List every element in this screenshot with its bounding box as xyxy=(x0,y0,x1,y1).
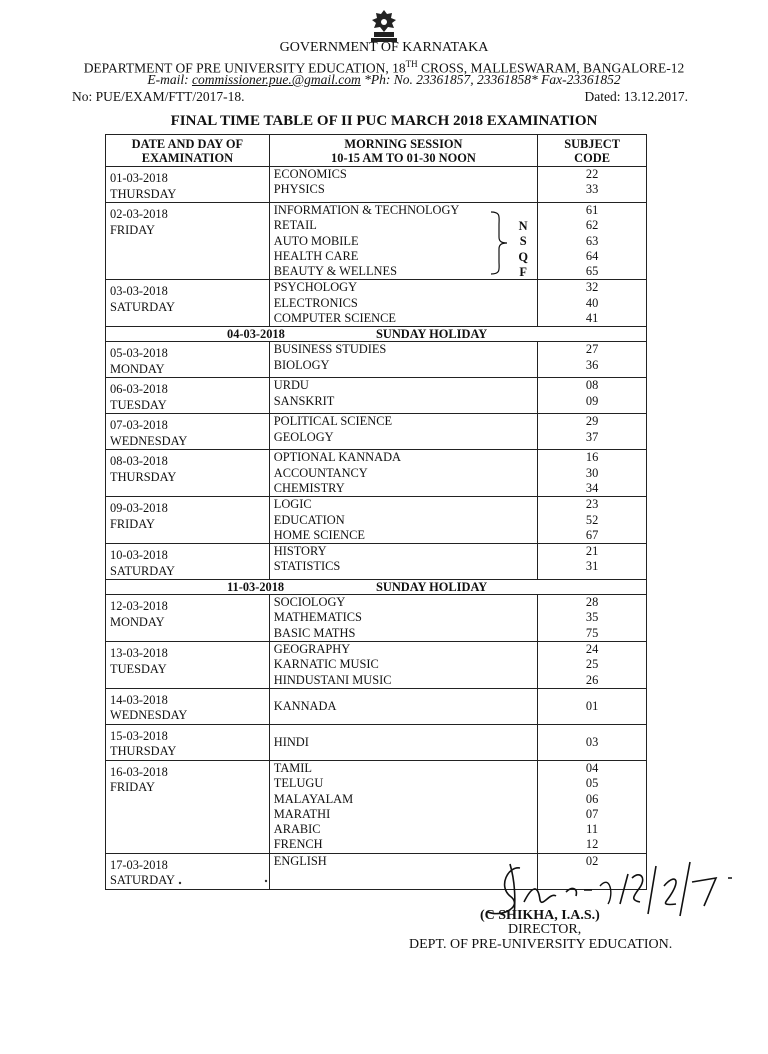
subjects-cell xyxy=(269,760,537,853)
exam-date: 14-03-2018 xyxy=(110,692,168,707)
table-row xyxy=(106,280,647,327)
subject-name: TELUGU xyxy=(273,776,324,791)
code-header-line-1: SUBJECT xyxy=(564,137,620,151)
subject-name: FRENCH xyxy=(273,837,323,852)
subject-code: 25 xyxy=(585,657,599,672)
exam-day: MONDAY xyxy=(110,614,165,629)
exam-day: SATURDAY xyxy=(110,873,175,888)
phone-fax: *Ph: No. 23361857, 23361858* Fax-23361852 xyxy=(360,72,621,87)
subject-name: KANNADA xyxy=(273,698,337,713)
exam-day: THURSDAY xyxy=(110,469,177,484)
subject-code: 52 xyxy=(585,512,599,527)
holiday-label: SUNDAY HOLIDAY xyxy=(376,327,488,342)
timetable-body xyxy=(106,167,647,890)
holiday-row xyxy=(106,327,647,342)
subject-code: 01 xyxy=(585,698,599,713)
subject-code: 26 xyxy=(585,672,599,687)
subjects-cell xyxy=(269,203,537,280)
government-heading: GOVERNMENT OF KARNATAKA xyxy=(279,40,489,55)
subjects-cell xyxy=(269,642,537,689)
holiday-date: 11-03-2018 xyxy=(227,580,285,595)
table-row xyxy=(106,167,647,203)
date-cell xyxy=(106,378,270,414)
subject-code: 34 xyxy=(585,480,599,495)
subject-code: 04 xyxy=(585,760,599,775)
exam-date: 12-03-2018 xyxy=(110,599,168,614)
subject-code: 05 xyxy=(585,776,599,791)
subject-name: HINDI xyxy=(273,734,309,749)
codes-cell xyxy=(538,724,647,760)
subject-name: HINDUSTANI MUSIC xyxy=(273,672,392,687)
table-header-row xyxy=(106,135,647,167)
holiday-date: 04-03-2018 xyxy=(227,327,285,342)
table-row xyxy=(106,414,647,450)
subject-code: 12 xyxy=(585,837,599,852)
session-header-line-1: MORNING SESSION xyxy=(344,137,463,151)
reference-line xyxy=(72,89,688,105)
date-cell xyxy=(106,595,270,642)
subjects-cell xyxy=(269,342,537,378)
subject-name: SOCIOLOGY xyxy=(273,595,346,610)
date-cell xyxy=(106,724,270,760)
date-cell xyxy=(106,450,270,497)
codes-cell xyxy=(538,544,647,580)
subject-name: CHEMISTRY xyxy=(273,480,345,495)
subject-code: 67 xyxy=(585,527,599,542)
subject-name: MARATHI xyxy=(273,806,331,821)
subject-code: 64 xyxy=(585,248,599,263)
subject-name: BIOLOGY xyxy=(273,357,330,372)
date-cell xyxy=(106,642,270,689)
subject-name: POLITICAL SCIENCE xyxy=(273,414,393,429)
subject-code: 40 xyxy=(585,295,599,310)
code-header-line-2: CODE xyxy=(574,151,610,165)
subject-name: GEOGRAPHY xyxy=(273,642,351,657)
subject-name: LOGIC xyxy=(273,497,312,512)
subjects-cell xyxy=(269,724,537,760)
date-cell xyxy=(106,544,270,580)
subject-name: AUTO MOBILE xyxy=(273,233,359,248)
officer-department: DEPT. OF PRE-UNIVERSITY EDUCATION. xyxy=(409,937,673,952)
subject-code: 36 xyxy=(585,357,599,372)
subject-name: BASIC MATHS xyxy=(273,625,356,640)
subject-code: 29 xyxy=(585,414,599,429)
subject-name: INFORMATION & TECHNOLOGY xyxy=(273,203,460,217)
subject-name: GEOLOGY xyxy=(273,429,334,444)
subject-code: 63 xyxy=(585,233,599,248)
subject-name: ELECTRONICS xyxy=(273,295,358,310)
subject-name: URDU xyxy=(273,378,309,393)
subjects-cell xyxy=(269,688,537,724)
table-row xyxy=(106,203,647,280)
department-address-post: CROSS, MALLESWARAM, BANGALORE-12 xyxy=(417,60,685,76)
subject-name: PSYCHOLOGY xyxy=(273,280,358,295)
subject-code: 06 xyxy=(585,791,599,806)
subjects-cell xyxy=(269,595,537,642)
subject-code: 27 xyxy=(585,342,599,357)
date-column-header xyxy=(106,135,270,167)
table-row xyxy=(106,544,647,580)
exam-date: 10-03-2018 xyxy=(110,548,168,563)
exam-date: 07-03-2018 xyxy=(110,418,168,433)
subject-name: STATISTICS xyxy=(273,559,341,574)
exam-day: SATURDAY xyxy=(110,299,175,314)
table-row xyxy=(106,688,647,724)
exam-date: 15-03-2018 xyxy=(110,728,168,743)
subjects-cell xyxy=(269,280,537,327)
exam-date: 08-03-2018 xyxy=(110,454,168,469)
date-header-line-2: EXAMINATION xyxy=(141,151,234,165)
right-brace-icon xyxy=(489,211,511,275)
subject-code: 31 xyxy=(585,559,599,574)
date-cell xyxy=(106,414,270,450)
nsqf-letter: Q xyxy=(518,249,528,264)
exam-day: FRIDAY xyxy=(110,780,155,795)
subjects-cell xyxy=(269,450,537,497)
subject-code: 22 xyxy=(585,167,599,181)
exam-day: WEDNESDAY xyxy=(110,433,188,448)
subject-code: 75 xyxy=(585,625,599,640)
subject-code: 62 xyxy=(585,218,599,233)
nsqf-letter: N xyxy=(518,219,528,233)
codes-cell xyxy=(538,642,647,689)
subject-code: 11 xyxy=(586,822,599,837)
nsqf-group xyxy=(489,211,529,279)
exam-day: TUESDAY xyxy=(110,397,167,412)
session-header-line-2: 10-15 AM TO 01-30 NOON xyxy=(331,151,476,165)
date-header-line-1: DATE AND DAY OF xyxy=(131,137,244,151)
subject-name: BUSINESS STUDIES xyxy=(273,342,387,357)
subject-name: BEAUTY & WELLNES xyxy=(273,264,397,279)
holiday-row xyxy=(106,580,647,595)
date-cell xyxy=(106,497,270,544)
department-address-sup: TH xyxy=(405,59,418,69)
table-row xyxy=(106,342,647,378)
code-column-header xyxy=(538,135,647,167)
issue-date: Dated: 13.12.2017. xyxy=(584,89,688,104)
contact-line xyxy=(0,72,768,88)
subject-name: HEALTH CARE xyxy=(273,248,359,263)
date-cell xyxy=(106,342,270,378)
codes-cell xyxy=(538,688,647,724)
subject-name: OPTIONAL KANNADA xyxy=(273,450,401,465)
holiday-cell xyxy=(106,327,647,342)
email-link[interactable]: commissioner.pue.@gmail.com xyxy=(191,72,361,87)
exam-day: FRIDAY xyxy=(110,516,155,531)
subject-name: ARABIC xyxy=(273,822,321,837)
codes-cell xyxy=(538,280,647,327)
subject-name: TAMIL xyxy=(273,760,312,775)
date-cell xyxy=(106,280,270,327)
subject-name: PHYSICS xyxy=(273,182,325,197)
session-column-header xyxy=(269,135,537,167)
date-cell xyxy=(106,760,270,853)
date-cell xyxy=(106,167,270,203)
subject-name: MALAYALAM xyxy=(273,791,354,806)
table-row xyxy=(106,595,647,642)
codes-cell xyxy=(538,203,647,280)
date-cell xyxy=(106,688,270,724)
codes-cell xyxy=(538,595,647,642)
codes-cell xyxy=(538,414,647,450)
subject-code: 16 xyxy=(585,450,599,465)
subjects-cell xyxy=(269,544,537,580)
subject-code: 02 xyxy=(585,853,599,868)
subject-code: 07 xyxy=(585,806,599,821)
officer-designation: DIRECTOR, xyxy=(508,922,582,937)
table-row xyxy=(106,642,647,689)
subject-name: EDUCATION xyxy=(273,512,345,527)
exam-date: 16-03-2018 xyxy=(110,764,168,779)
exam-day: THURSDAY xyxy=(110,744,177,759)
subject-name: SANSKRIT xyxy=(273,393,335,408)
subject-code: 32 xyxy=(585,280,599,295)
exam-date: 06-03-2018 xyxy=(110,382,168,397)
subjects-cell xyxy=(269,167,537,203)
subject-code: 35 xyxy=(585,610,599,625)
subject-code: 30 xyxy=(585,465,599,480)
subject-code: 03 xyxy=(585,734,599,749)
subject-name: HOME SCIENCE xyxy=(273,527,365,542)
subject-name: ACCOUNTANCY xyxy=(273,465,368,480)
exam-day: FRIDAY xyxy=(110,222,155,237)
subject-code: 23 xyxy=(585,497,599,512)
subject-code: 33 xyxy=(585,182,599,197)
table-row xyxy=(106,378,647,414)
subject-name: RETAIL xyxy=(273,218,317,233)
department-address-pre: DEPARTMENT OF PRE UNIVERSITY EDUCATION, 18 xyxy=(83,60,406,76)
holiday-label: SUNDAY HOLIDAY xyxy=(376,580,488,595)
nsqf-letter: F xyxy=(519,264,527,279)
date-cell xyxy=(106,853,270,889)
table-row xyxy=(106,450,647,497)
exam-date: 09-03-2018 xyxy=(110,501,168,516)
exam-date: 13-03-2018 xyxy=(110,646,168,661)
subjects-cell xyxy=(269,414,537,450)
codes-cell xyxy=(538,760,647,853)
exam-date: 17-03-2018 xyxy=(110,857,168,872)
subject-name: KARNATIC MUSIC xyxy=(273,657,379,672)
subject-name: ENGLISH xyxy=(273,853,327,868)
subject-code: 24 xyxy=(585,642,599,657)
officer-name: (C SHIKHA, I.A.S.) xyxy=(480,908,600,923)
codes-cell xyxy=(538,167,647,203)
subject-name: ECONOMICS xyxy=(273,167,347,181)
exam-date: 01-03-2018 xyxy=(110,171,168,185)
holiday-cell xyxy=(106,580,647,595)
codes-cell xyxy=(538,378,647,414)
codes-cell xyxy=(538,450,647,497)
subjects-cell xyxy=(269,378,537,414)
exam-date: 03-03-2018 xyxy=(110,284,168,299)
table-row xyxy=(106,724,647,760)
subject-name: HISTORY xyxy=(273,544,327,559)
subject-code: 08 xyxy=(585,378,599,393)
exam-day: TUESDAY xyxy=(110,661,167,676)
subject-code: 28 xyxy=(585,595,599,610)
subject-name: MATHEMATICS xyxy=(273,610,362,625)
exam-day: THURSDAY xyxy=(110,186,177,201)
nsqf-letter: S xyxy=(519,234,527,249)
subject-code: 21 xyxy=(585,544,599,559)
timetable xyxy=(105,134,647,890)
email-label: E-mail: xyxy=(147,72,192,87)
karnataka-emblem-icon xyxy=(364,8,404,44)
exam-day: SATURDAY xyxy=(110,563,175,578)
exam-date: 05-03-2018 xyxy=(110,346,168,361)
subject-code: 41 xyxy=(585,311,599,326)
reference-number: No: PUE/EXAM/FTT/2017-18. xyxy=(72,89,245,104)
codes-cell xyxy=(538,342,647,378)
subject-code: 61 xyxy=(585,203,599,217)
subject-name: COMPUTER SCIENCE xyxy=(273,311,396,326)
subjects-cell xyxy=(269,497,537,544)
subject-code: 09 xyxy=(585,393,599,408)
table-row xyxy=(106,760,647,853)
codes-cell xyxy=(538,497,647,544)
exam-day: MONDAY xyxy=(110,361,165,376)
subject-code: 37 xyxy=(585,429,599,444)
table-row xyxy=(106,497,647,544)
exam-day: WEDNESDAY xyxy=(110,708,188,723)
exam-date: 02-03-2018 xyxy=(110,207,168,221)
page-title: FINAL TIME TABLE OF II PUC MARCH 2018 EXAMINATION xyxy=(170,113,598,129)
date-cell xyxy=(106,203,270,280)
subject-code: 65 xyxy=(585,264,599,279)
